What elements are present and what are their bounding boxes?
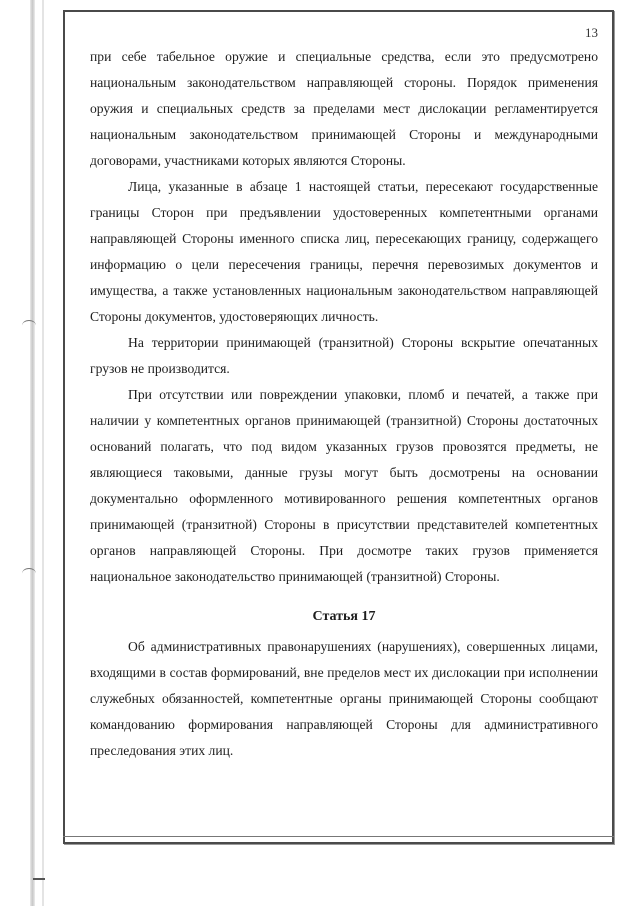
scan-edge-shadow [30, 0, 35, 906]
scan-mark [22, 320, 36, 331]
paragraph: При отсутствии или повреждении упаковки, пломб и печатей, а также при наличии у компетентных органов принимающей (транзитной) Стороны достаточных оснований полагать, что под видом указанных грузов провозятся предметы, не являющиеся таковыми, данные грузы могут быть досмотрены на основании документально оформленного мотивированного решения компетентных органов принимающей (транзитной) Стороны в присутствии представителей компетентных органов направляющей Стороны. При досмотре таких грузов применяется национальное законодательство принимающей (транзитной) Стороны. [90, 387, 598, 584]
scan-mark [33, 872, 45, 880]
document-body [90, 44, 598, 764]
page-number: 13 [585, 25, 598, 40]
paragraph: при себе табельное оружие и специальные средства, если это предусмотрено национальным законодательством направляющей стороны. Порядок применения оружия и специальных средств за пределами мест дислокации регламентируется национальным законодательством принимающей Стороны и международными договорами, участниками которых являются Стороны. [90, 49, 598, 168]
scan-edge-line [42, 0, 44, 906]
paragraph: Лица, указанные в абзаце 1 настоящей статьи, пересекают государственные границы Сторон при предъявлении удостоверенных компетентными органами направляющей Стороны именного списка лиц, пересекающих границу, содержащего информацию о цели пересечения границы, перечня перевозимых документов и имущества, а также установленных национальным законодательством направляющей Стороны документов, удостоверяющих личность. [90, 179, 598, 324]
page-border-inner [63, 836, 614, 837]
paragraph: На территории принимающей (транзитной) Стороны вскрытие опечатанных грузов не производится. [90, 335, 598, 376]
scan-mark [22, 568, 36, 579]
article-heading: Статья 17 [312, 609, 376, 624]
paragraph: Об административных правонарушениях (нарушениях), совершенных лицами, входящими в состав формирований, вне пределов мест их дислокации при исполнении служебных обязанностей, компетентные органы принимающей Стороны сообщают командованию формирования направляющей Стороны для административного преследования этих лиц. [90, 639, 598, 758]
